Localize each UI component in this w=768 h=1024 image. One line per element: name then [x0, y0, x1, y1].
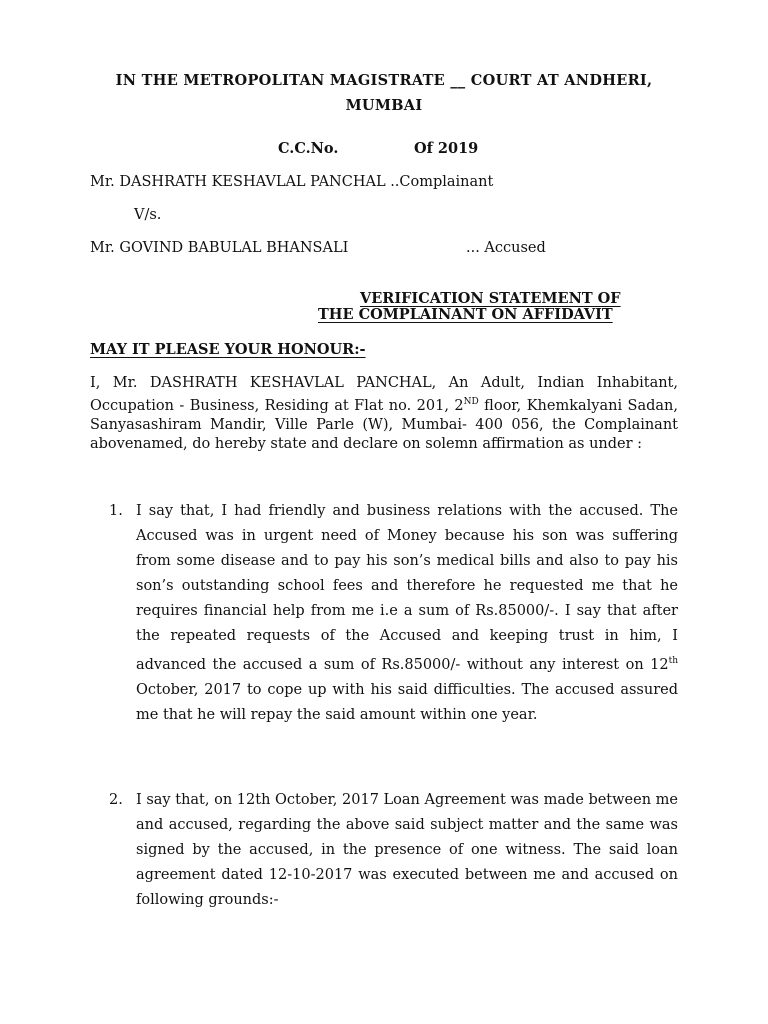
title-line-2: THE COMPLAINANT ON AFFIDAVIT	[318, 306, 613, 323]
list-item	[109, 788, 678, 913]
versus-label: V/s.	[134, 207, 162, 223]
item-1-superscript: th	[668, 656, 678, 666]
court-heading-line-1: IN THE METROPOLITAN MAGISTRATE __ COURT AT ANDHERI,	[115, 72, 653, 89]
list-item	[109, 499, 678, 728]
intro-text-part-2: floor, Khemkalyani Sadan, Sanyasashiram Mandir, Ville Parle (W), Mumbai- 400 056, the Complainant abovenamed, do hereby state and declare on solemn affirmation as under :	[90, 397, 678, 452]
accused-role: ... Accused	[466, 240, 546, 256]
list-item-text	[136, 499, 678, 728]
item-1-text-part-2: October, 2017 to cope up with his said difficulties. The accused assured me that he will repay the said amount within one year.	[136, 681, 678, 723]
list-item-text	[136, 788, 678, 913]
case-year: Of 2019	[414, 140, 479, 157]
intro-superscript: ND	[463, 397, 479, 407]
intro-paragraph	[90, 374, 678, 454]
case-number-label: C.C.No.	[278, 140, 339, 157]
item-2-text-part-1: I say that, on 12th October, 2017 Loan Agreement was made between me and accused, regarding the above said subject matter and the same was signed by the accused, in the presence of one witness. The said loan agreement dated 12-10-2017 was executed between me and accused on following grounds:-	[136, 792, 678, 908]
intro-text-part-1: I, Mr. DASHRATH KESHAVLAL PANCHAL, An Adult, Indian Inhabitant, Occupation - Business, Residing at Flat no. 201, 2	[90, 375, 678, 414]
accused-name: Mr. GOVIND BABULAL BHANSALI	[90, 240, 349, 256]
list-item-number: 2.	[109, 792, 123, 808]
list-item-number: 1.	[109, 503, 123, 519]
court-heading-line-2: MUMBAI	[345, 97, 423, 114]
item-1-text-part-1: I say that, I had friendly and business relations with the accused. The Accused was in urgent need of Money because his son was suffering from some disease and to pay his son’s medical bills and also to pay his son’s outstanding school fees and therefore he requested me that he requires financial help from me i.e a sum of Rs.85000/-. I say that after the repeated requests of the Accused and keeping trust in him, I advanced the accused a sum of Rs.85000/- without any interest on 12	[136, 503, 678, 673]
salutation: MAY IT PLEASE YOUR HONOUR:-	[90, 341, 366, 358]
title-line-1: VERIFICATION STATEMENT OF	[360, 290, 621, 307]
complainant-line: Mr. DASHRATH KESHAVLAL PANCHAL ..Complainant	[90, 174, 494, 190]
